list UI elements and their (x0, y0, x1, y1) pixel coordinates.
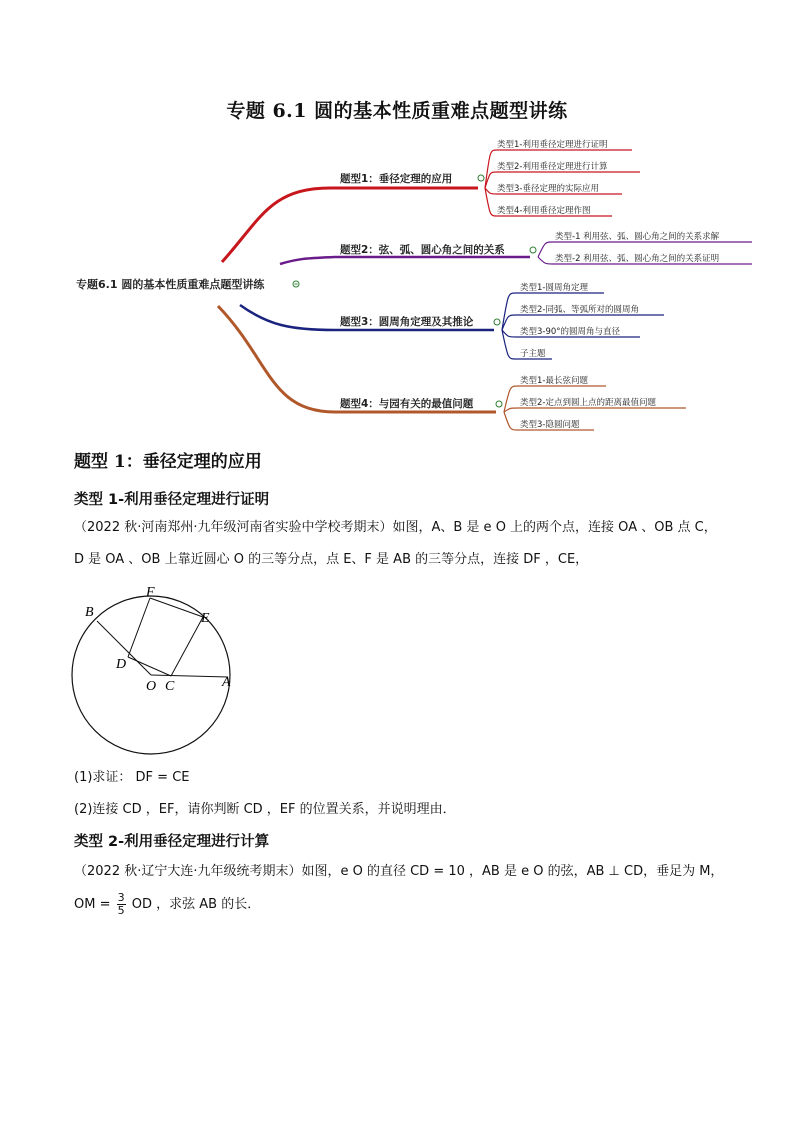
problem1-line1: （2022 秋·河南郑州·九年级河南省实验中学校考期末）如图，A、B 是 e O 上的两个点，连接 OA 、OB 点 C， (74, 520, 717, 535)
circle-figure (62, 580, 242, 760)
point-label-A: A (222, 675, 231, 690)
mindmap-item: 类型3-垂径定理的实际应用 (497, 184, 599, 194)
type1-heading: 类型 1-利用垂径定理进行证明 (74, 492, 270, 508)
mindmap-item: 类型4-利用垂径定理作图 (497, 206, 591, 216)
mindmap-item: 类型1-利用垂径定理进行证明 (497, 140, 608, 150)
mindmap-branch-4: 题型4：与园有关的最值问题 (340, 398, 474, 410)
section-heading: 题型 1：垂径定理的应用 (74, 452, 262, 472)
mindmap-item: 子主题 (520, 349, 546, 359)
point-label-B: B (85, 605, 94, 620)
point-label-F: F (146, 585, 155, 600)
type2-heading: 类型 2-利用垂径定理进行计算 (74, 834, 270, 850)
mindmap (0, 130, 794, 440)
mindmap-item: 类型2-同弧、等弧所对的圆周角 (520, 305, 639, 315)
mindmap-item: 类型3-90°的圆周角与直径 (520, 327, 621, 337)
mindmap-branch-2: 题型2：弦、弧、圆心角之间的关系 (340, 244, 505, 256)
mindmap-item: 类型-1 利用弦、弧、圆心角之间的关系求解 (555, 232, 720, 242)
mindmap-item: 类型-2 利用弦、弧、圆心角之间的关系证明 (555, 254, 720, 264)
mindmap-branch-3: 题型3：圆周角定理及其推论 (340, 316, 474, 328)
point-label-C: C (165, 679, 175, 694)
problem1-line2: D 是 OA 、OB 上靠近圆心 O 的三等分点，点 E、F 是 AB 的三等分点，连接 DF ，CE， (74, 552, 589, 567)
point-label-D: D (116, 657, 127, 672)
mindmap-item: 类型1-圆周角定理 (520, 283, 588, 293)
mindmap-item: 类型3-隐圆问题 (520, 420, 580, 430)
page-title: 专题 6.1 圆的基本性质重难点题型讲练 (226, 100, 568, 122)
collapse-icon[interactable] (478, 175, 484, 181)
mindmap-branch-1: 题型1：垂径定理的应用 (340, 173, 453, 185)
point-label-E: E (201, 611, 210, 626)
formula-om: OM = (74, 897, 111, 912)
mindmap-root: 专题6.1 圆的基本性质重难点题型讲练 (76, 278, 265, 291)
mindmap-item: 类型2-定点到圆上点的距离最值问题 (520, 398, 656, 408)
problem2-line1: （2022 秋·辽宁大连·九年级统考期末）如图，e O 的直径 CD = 10 ，AB 是 e O 的弦，AB ⊥ CD，垂足为 M， (74, 864, 724, 879)
question-2: (2)连接 CD ，EF，请你判断 CD ，EF 的位置关系，并说明理由． (74, 802, 456, 817)
mindmap-item: 类型1-最长弦问题 (520, 376, 588, 386)
point-label-O: O (146, 679, 157, 694)
mindmap-item: 类型2-利用垂径定理进行计算 (497, 162, 608, 172)
collapse-icon[interactable] (494, 319, 500, 325)
question-1: (1)求证： DF = CE (74, 770, 190, 785)
fraction: $\frac{3}{5}$ (117, 891, 125, 917)
problem2-line2 (74, 892, 260, 917)
collapse-icon[interactable] (496, 401, 502, 407)
formula-rest: OD ，求弦 AB 的长． (131, 897, 261, 912)
collapse-icon[interactable] (530, 247, 536, 253)
branch-line-2 (280, 257, 530, 264)
